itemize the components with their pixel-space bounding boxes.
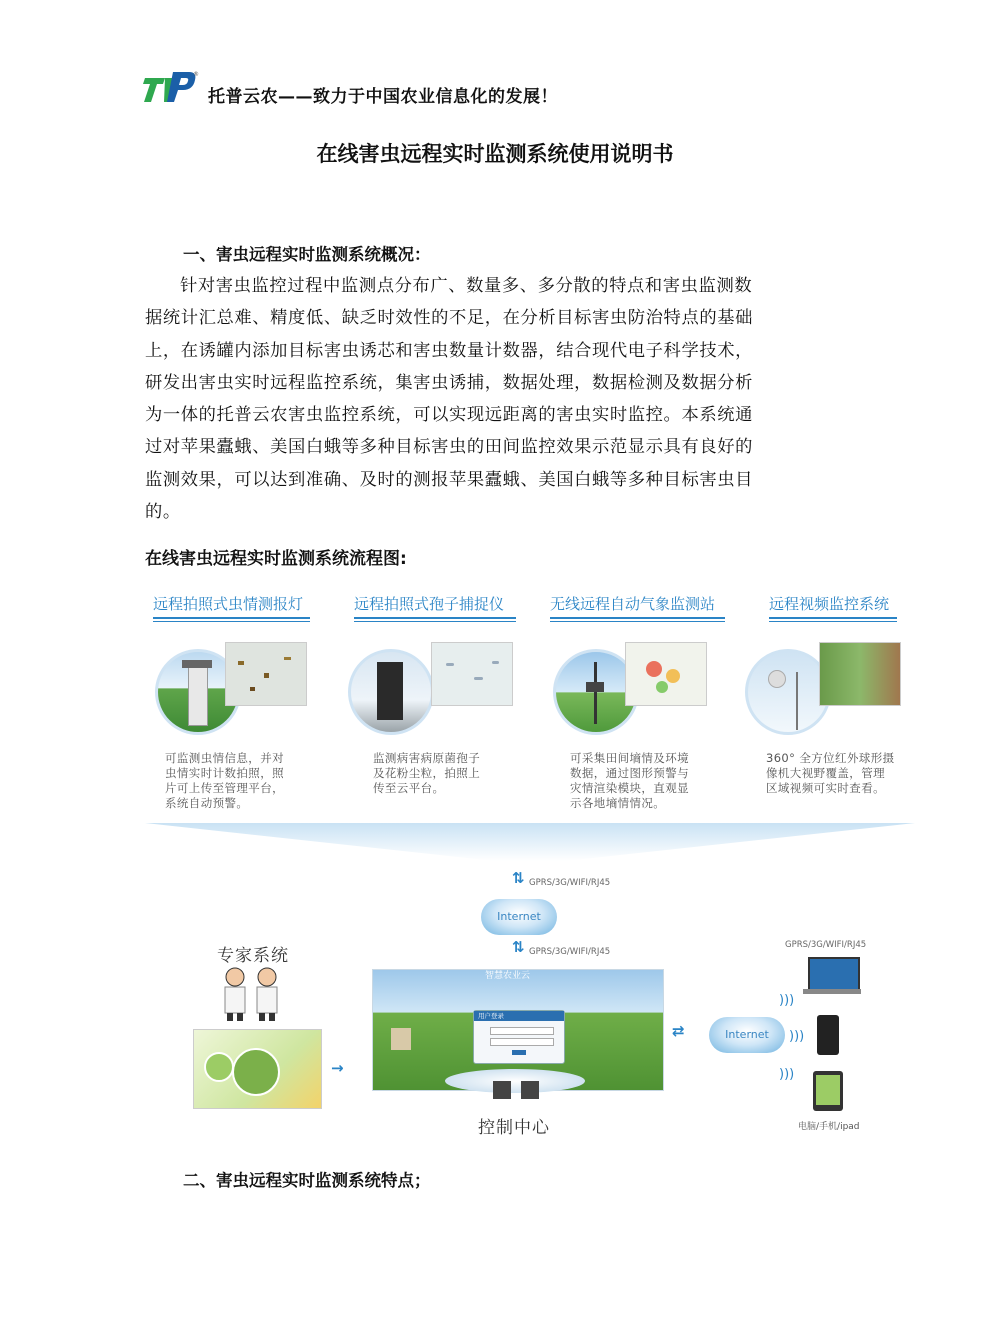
paragraph-line: 上，在诱罐内添加目标害虫诱芯和害虫数量计数器，结合现代电子科学技术， <box>145 340 753 361</box>
laptop-icon <box>808 957 860 993</box>
category-description <box>766 751 921 796</box>
category-title: 远程拍照式虫情测报灯 <box>153 595 304 613</box>
category-underline <box>153 621 310 622</box>
login-title: 用户登录 <box>474 1011 564 1021</box>
paragraph-line: 过对苹果蠹蛾、美国白蛾等多种目标害虫的田间监控效果示范显示具有良好的 <box>145 437 753 458</box>
windmill-icon <box>391 1028 411 1050</box>
paragraph-line: 为一体的托普云农害虫监控系统，可以实现远距离的害虫实时监控。本系统通 <box>145 405 753 426</box>
desc-line: 虫情实时计数拍照，照 <box>165 766 284 780</box>
desc-line: 可监测虫情信息，并对 <box>165 751 284 765</box>
internet-cloud-right: Internet <box>709 1017 785 1053</box>
bidirectional-horizontal-arrow-icon: ⇄ <box>672 1022 685 1040</box>
category-underline <box>354 617 516 619</box>
platform-name: 智慧农业云 <box>485 971 531 981</box>
category-title: 无线远程自动气象监测站 <box>550 595 716 613</box>
flow-diagram <box>145 585 915 1145</box>
desc-line: 数据，通过图形预警与 <box>570 766 689 780</box>
category-underline <box>769 621 897 622</box>
category-description <box>373 751 523 796</box>
right-arrow-icon: → <box>331 1059 344 1077</box>
category-description <box>570 751 720 811</box>
insect-sample-photo <box>225 642 307 706</box>
desc-line: 示各地墒情情况。 <box>570 796 666 810</box>
desc-line: 系统自动预警。 <box>165 796 249 810</box>
category-underline <box>153 617 310 619</box>
control-center-label: 控制中心 <box>478 1118 550 1138</box>
wifi-signal-icon: ))) <box>779 993 795 1008</box>
category-underline <box>550 617 725 619</box>
category-description <box>165 751 315 811</box>
desc-line: 及花粉尘粒，拍照上 <box>373 766 481 780</box>
qr-code-icon <box>521 1081 539 1099</box>
desc-line: 360° 全方位红外球形摄 <box>766 751 895 765</box>
desc-line: 灾情渲染模块，直观显 <box>570 781 689 795</box>
expert-system-label: 专家系统 <box>217 946 289 966</box>
expert-system-screenshot <box>193 1029 322 1109</box>
category-title: 远程视频监控系统 <box>769 595 890 613</box>
category-underline <box>769 617 897 619</box>
weather-map-photo <box>625 642 707 706</box>
paragraph-line: 监测效果，可以达到准确、及时的测报苹果蠹蛾、美国白蛾等多种目标害虫目 <box>145 469 753 490</box>
section1-paragraph <box>145 270 810 528</box>
desc-line: 可采集田间墒情及环境 <box>570 751 689 765</box>
protocol-label: GPRS/3G/WIFI/RJ45 <box>785 940 867 950</box>
devices-label: 电脑/手机/ipad <box>798 1122 860 1132</box>
category-underline <box>354 621 516 622</box>
bidirectional-arrow-icon: ⇅ <box>512 869 525 887</box>
platform-stage <box>445 1069 585 1093</box>
protocol-label: GPRS/3G/WIFI/RJ45 <box>529 878 611 888</box>
header-slogan: 托普云农——致力于中国农业信息化的发展！ <box>208 87 558 107</box>
wifi-signal-icon: ))) <box>779 1067 795 1082</box>
bidirectional-arrow-icon: ⇅ <box>512 938 525 956</box>
paragraph-line: 针对害虫监控过程中监测点分布广、数量多、多分散的特点和害虫监测数 <box>180 276 753 296</box>
expert-figures-icon <box>217 965 287 1023</box>
desc-line: 传至云平台。 <box>373 781 445 795</box>
category-underline <box>550 621 725 622</box>
qr-code-icon <box>493 1081 511 1099</box>
tablet-icon <box>813 1071 843 1111</box>
section1-heading: 一、害虫远程实时监测系统概况： <box>183 245 431 264</box>
flowchart-title: 在线害虫远程实时监测系统流程图: <box>145 549 407 569</box>
login-panel <box>473 1010 565 1064</box>
desc-line: 区域视频可实时查看。 <box>766 781 885 795</box>
document-title: 在线害虫远程实时监测系统使用说明书 <box>316 142 674 166</box>
surveillance-grid-photo <box>819 642 901 706</box>
svg-text:®: ® <box>193 71 199 78</box>
section2-heading: 二、害虫远程实时监测系统特点； <box>183 1171 431 1190</box>
paragraph-line: 的。 <box>145 502 181 523</box>
paragraph-line: 研发出害虫实时远程监控系统，集害虫诱捕，数据处理，数据检测及数据分析 <box>145 372 753 393</box>
phone-icon <box>817 1015 839 1055</box>
wifi-signal-icon: ))) <box>789 1029 805 1044</box>
internet-cloud: Internet <box>481 899 557 935</box>
desc-line: 片可上传至管理平台， <box>165 781 284 795</box>
paragraph-line: 据统计汇总难、精度低、缺乏时效性的不足，在分析目标害虫防治特点的基础 <box>145 308 753 329</box>
category-title: 远程拍照式孢子捕捉仪 <box>354 595 505 613</box>
convergence-fan <box>145 823 915 863</box>
spore-trap-photo <box>348 649 434 735</box>
spore-sample-photo <box>431 642 513 706</box>
desc-line: 监测病害病原菌孢子 <box>373 751 481 765</box>
company-logo <box>143 68 198 104</box>
laptop-base <box>803 989 861 994</box>
protocol-label: GPRS/3G/WIFI/RJ45 <box>529 947 611 957</box>
desc-line: 像机大视野覆盖，管理 <box>766 766 885 780</box>
